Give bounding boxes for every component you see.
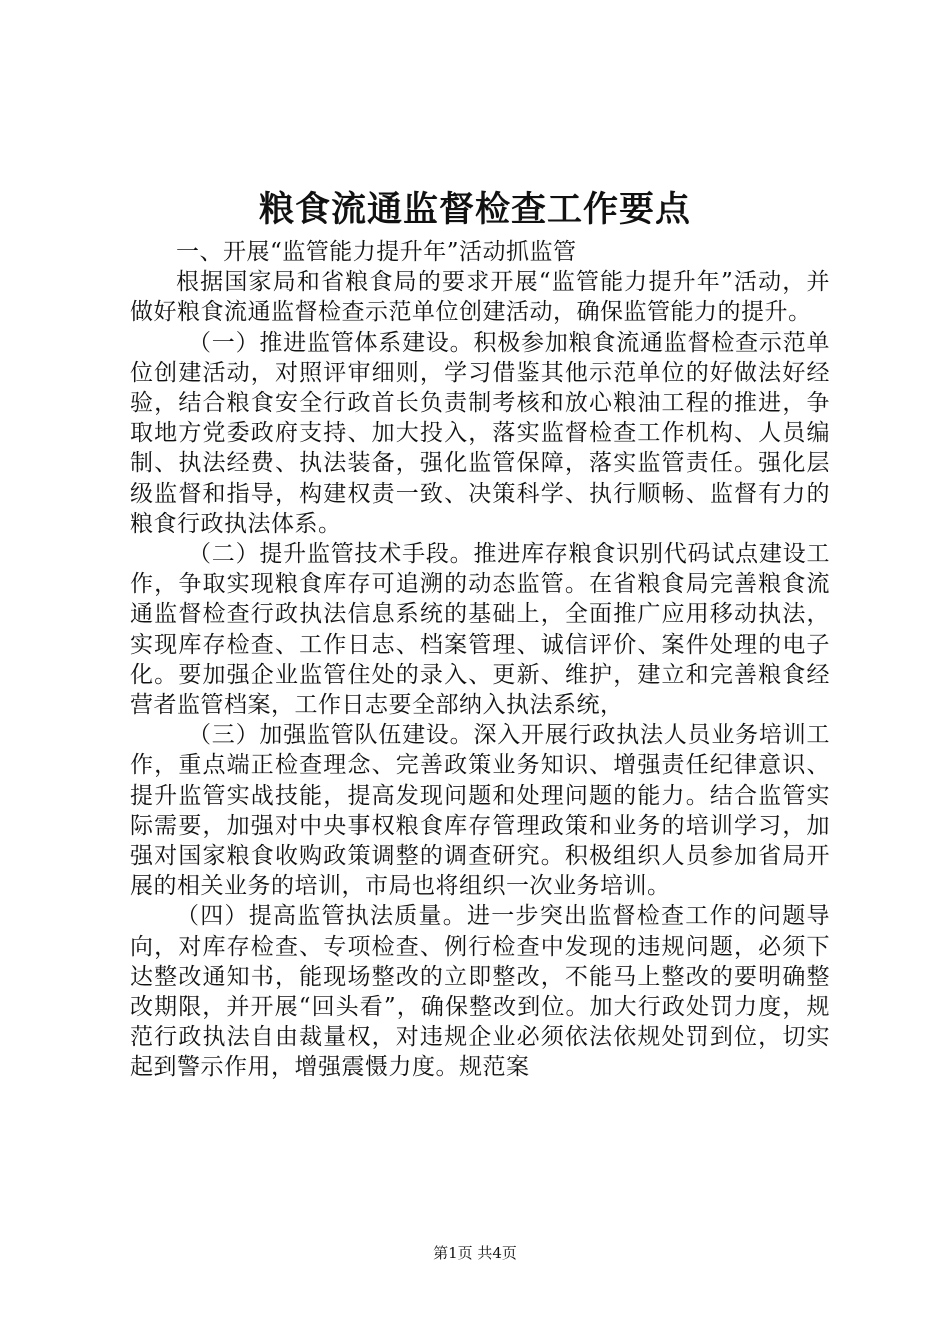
paragraph-item-2: （二）提升监管技术手段。推进库存粮食识别代码试点建设工作，争取实现粮食库存可追溯的动态监管。在省粮食局完善粮食流通监督检查行政执法信息系统的基础上，全面推广应用移动执法，实现库存检查、工作日志、档案管理、诚信评价、案件处理的电子化。要加强企业监管住处的录入、更新、维护，建立和完善粮食经营者监管档案，工作日志要全部纳入执法系统， <box>130 541 830 719</box>
paragraph-item-1: （一）推进监管体系建设。积极参加粮食流通监督检查示范单位创建活动，对照评审细则，学习借鉴其他示范单位的好做法好经验，结合粮食安全行政首长负责制考核和放心粮油工程的推进，争取地方党委政府支持、加大投入，落实监督检查工作机构、人员编制、执法经费、执法装备，强化监管保障，落实监管责任。强化层级监督和指导，构建权责一致、决策科学、执行顺畅、监督有力的粮食行政执法体系。 <box>130 329 830 537</box>
page-title: 粮食流通监督检查工作要点 <box>258 189 691 230</box>
paragraph-intro: 根据国家局和省粮食局的要求开展“监管能力提升年”活动，并做好粮食流通监督检查示范单位创建活动，确保监管能力的提升。 <box>130 269 830 326</box>
paragraph-item-3: （三）加强监管队伍建设。深入开展行政执法人员业务培训工作，重点端正检查理念、完善政策业务知识、增强责任纪律意识、提升监管实战技能，提高发现问题和处理问题的能力。结合监管实际需要，加强对中央事权粮食库存管理政策和业务的培训学习，加强对国家粮食收购政策调整的调查研究。积极组织人员参加省局开展的相关业务的培训，市局也将组织一次业务培训。 <box>130 722 830 900</box>
section-heading: 一、开展“监管能力提升年”活动抓监管 <box>176 239 577 265</box>
document-body <box>130 237 830 1083</box>
paragraph-item-4: （四）提高监管执法质量。进一步突出监督检查工作的问题导向，对库存检查、专项检查、例行检查中发现的违规问题，必须下达整改通知书，能现场整改的立即整改，不能马上整改的要明确整改期限，并开展“回头看”，确保整改到位。加大行政处罚力度，规范行政执法自由裁量权，对违规企业必须依法依规处罚到位，切实起到警示作用，增强震慑力度。规范案 <box>130 903 830 1081</box>
page-number-footer: 第1页 共4页 <box>433 1244 517 1262</box>
